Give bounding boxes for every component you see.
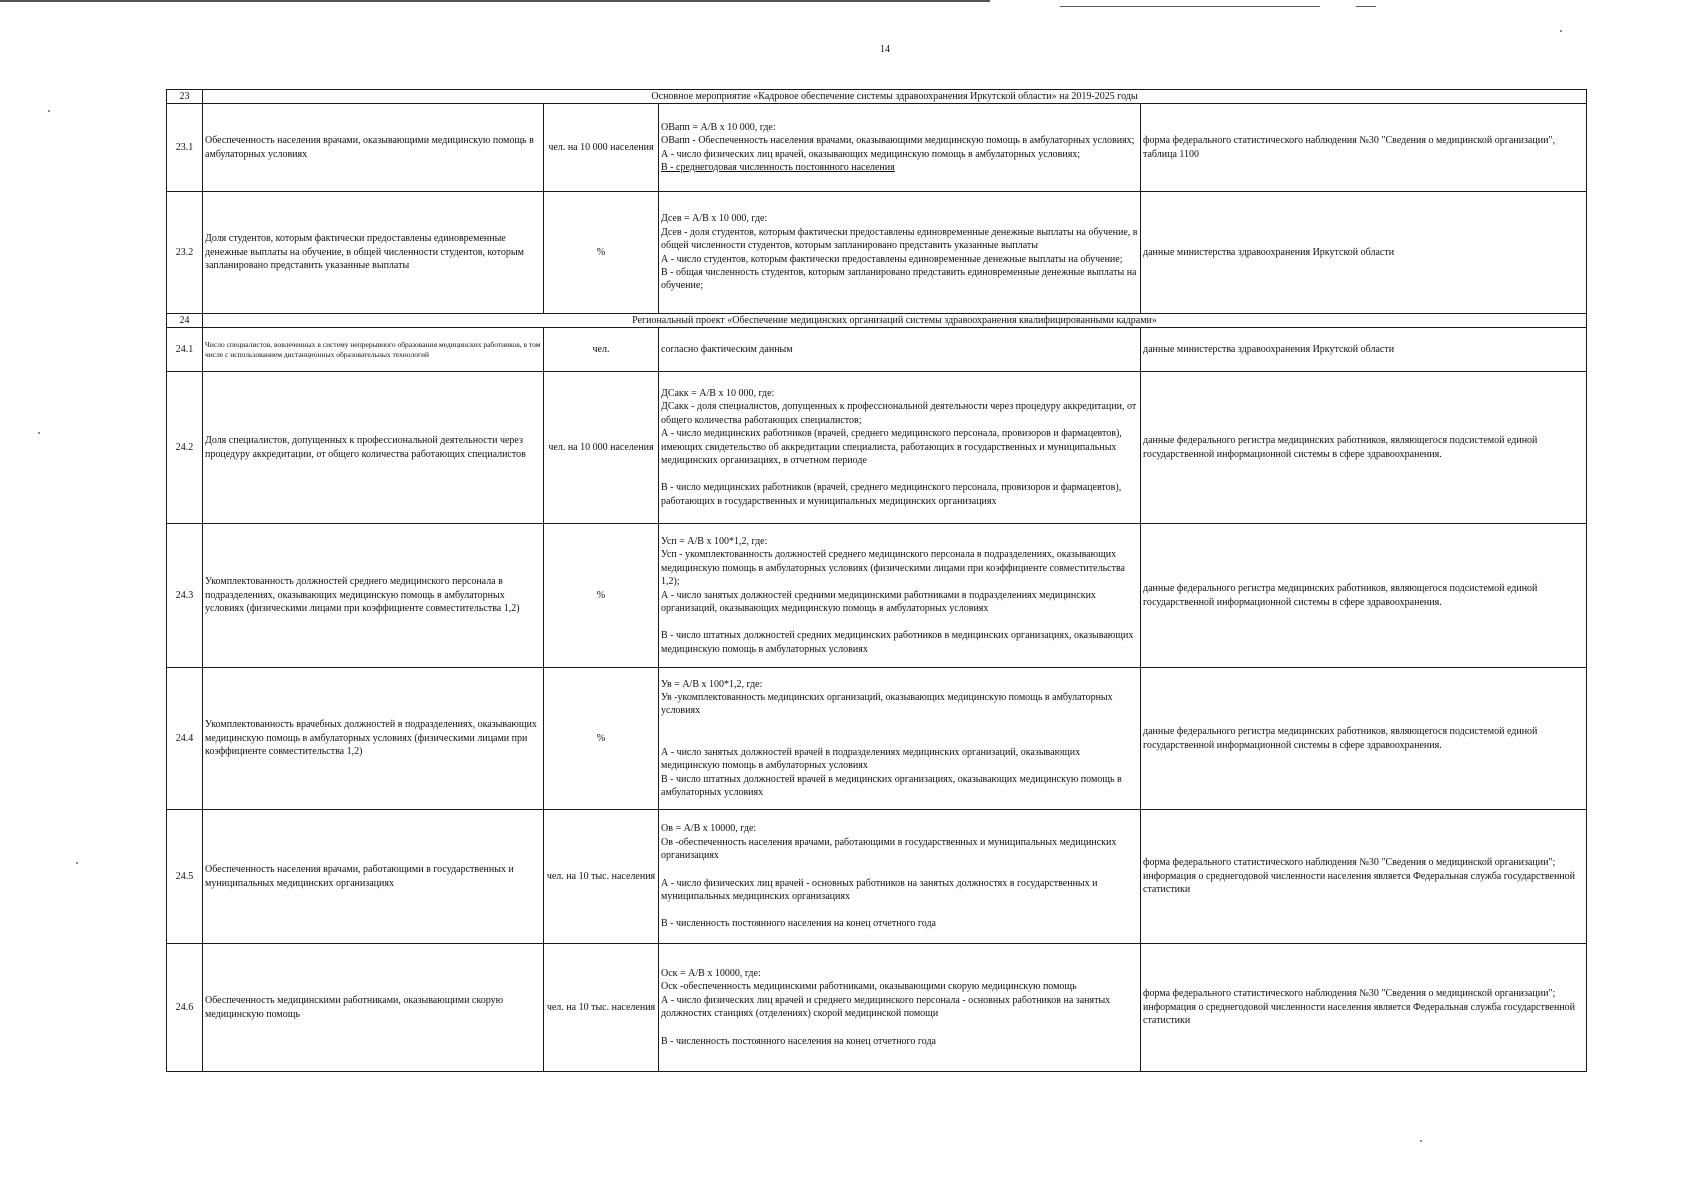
section-title: Региональный проект «Обеспечение медицинских организаций системы здравоохранения квалифицированными кадрами» — [203, 314, 1587, 328]
data-source: форма федерального статистического наблюдения №30 "Сведения о медицинской организации", таблица 1100 — [1141, 104, 1587, 192]
indicator-name: Число специалистов, вовлеченных в систему непрерывного образования медицинских работников, в том числе с использованием дистанционных образовательных технологий — [203, 328, 544, 372]
unit-of-measure: % — [544, 668, 659, 810]
data-source: данные федерального регистра медицинских работников, являющегося подсистемой единой государственной информационной системы в сфере здравоохранения. — [1141, 372, 1587, 524]
unit-of-measure: чел. — [544, 328, 659, 372]
section-title: Основное мероприятие «Кадровое обеспечение системы здравоохранения Иркутской области» на 2019-2025 годы — [203, 90, 1587, 104]
unit-of-measure: чел. на 10 000 населения — [544, 372, 659, 524]
calculation-method — [659, 944, 1141, 1072]
unit-of-measure: чел. на 10 тыс. населения — [544, 810, 659, 944]
table-row — [167, 372, 1587, 524]
unit-of-measure: % — [544, 524, 659, 668]
formula-line: Оск -обеспеченность медицинскими работниками, оказывающими скорую медицинскую помощь — [661, 981, 1077, 993]
scan-artifact-dot — [38, 432, 40, 434]
indicator-name: Укомплектованность должностей среднего медицинского персонала в подразделениях, оказывающих медицинскую помощь в амбулаторных условиях (физическими лицами при коэффициенте совместительства 1,2) — [203, 524, 544, 668]
table-row — [167, 328, 1587, 372]
unit-of-measure: чел. на 10 000 населения — [544, 104, 659, 192]
row-number: 24.5 — [167, 810, 203, 944]
data-source: данные федерального регистра медицинских работников, являющегося подсистемой единой государственной информационной системы в сфере здравоохранения. — [1141, 524, 1587, 668]
scan-artifact-dot — [48, 110, 50, 112]
formula-line: А - число медицинских работников (врачей, среднего медицинского персонала, провизоров и фармацевтов), имеющих свидетельство об аккредитации специалиста, работающих в государственных и муниципальных медицинских организациях, в отчетном периоде — [661, 428, 1122, 466]
calculation-method — [659, 524, 1141, 668]
calculation-method — [659, 810, 1141, 944]
section-number: 23 — [167, 90, 203, 104]
formula-line: В - среднегодовая численность постоянного населения — [661, 161, 895, 173]
row-number: 23.2 — [167, 192, 203, 314]
formula-line: Дсев = А/В х 10 000, где: — [661, 213, 768, 225]
page-number: 14 — [880, 44, 890, 55]
row-number: 24.2 — [167, 372, 203, 524]
scan-artifact-dot — [1420, 1140, 1422, 1142]
formula-line: Ов -обеспеченность населения врачами, работающими в государственных и муниципальных медицинских организациях — [661, 836, 1117, 862]
row-number: 24.1 — [167, 328, 203, 372]
formula-line: Ув = А/В х 100*1,2, где: — [661, 678, 763, 690]
indicator-name: Доля студентов, которым фактически предоставлены единовременные денежные выплаты на обучение, в общей численности студентов, которым запланировано представить указанные выплаты — [203, 192, 544, 314]
section-number: 24 — [167, 314, 203, 328]
formula-line: ДСакк = А/В х 10 000, где: — [661, 387, 775, 399]
indicator-name: Укомплектованность врачебных должностей в подразделениях, оказывающих медицинскую помощь в амбулаторных условиях (физическими лицами при коэффициенте совместительства 1,2) — [203, 668, 544, 810]
table-row — [167, 192, 1587, 314]
indicator-name: Обеспеченность медицинскими работниками, оказывающими скорую медицинскую помощь — [203, 944, 544, 1072]
data-source: форма федерального статистического наблюдения №30 "Сведения о медицинской организации"; информация о среднегодовой численности населения является Федеральная служба государственной статистики — [1141, 944, 1587, 1072]
data-source: данные министерства здравоохранения Иркутской области — [1141, 328, 1587, 372]
formula-line: А - число занятых должностей средними медицинскими работниками в подразделениях медицинских организаций, оказывающих медицинскую помощь в амбулаторных условиях — [661, 589, 1096, 614]
calculation-method — [659, 192, 1141, 314]
formula-line: ОВапп = А/В х 10 000, где: — [661, 121, 776, 133]
formula-line: А - число физических лиц врачей и среднего медицинского персонала - основных работников на занятых должностях станциях (отделениях) скорой медицинской помощи — [661, 994, 1111, 1020]
table-row — [167, 104, 1587, 192]
scan-artifact-dot — [76, 862, 78, 864]
scan-artifact-line — [1356, 6, 1376, 7]
indicator-name: Обеспеченность населения врачами, оказывающими медицинскую помощь в амбулаторных условиях — [203, 104, 544, 192]
formula-line: Дсев - доля студентов, которым фактически предоставлены единовременные денежные выплаты на обучение, в общей численности студентов, которым запланировано представить указанные выплаты — [661, 226, 1138, 252]
formula-line: А - число физических лиц врачей - основных работников на занятых должностях в государственных и муниципальных медицинских организациях — [661, 877, 1098, 902]
unit-of-measure: чел. на 10 тыс. населения — [544, 944, 659, 1072]
formula-line: Ов = А/В х 10000, где: — [661, 823, 757, 835]
row-number: 24.6 — [167, 944, 203, 1072]
formula-line: В - число штатных должностей врачей в медицинских организациях, оказывающих медицинскую помощь в амбулаторных условиях — [661, 773, 1122, 799]
scan-artifact-line — [0, 0, 990, 2]
table-row — [167, 524, 1587, 668]
formula-line: В - число медицинских работников (врачей, среднего медицинского персонала, провизоров и фармацевтов), работающих в государственных и муниципальных медицинских организациях — [661, 482, 1122, 507]
indicators-table — [166, 89, 1587, 1072]
unit-of-measure: % — [544, 192, 659, 314]
formula-line: Усп - укомплектованность должностей среднего медицинского персонала в подразделениях, оказывающих медицинскую помощь в амбулаторных условиях (физическими лицами при коэффициенте совместительства 1,2); — [661, 549, 1125, 588]
indicator-name: Обеспеченность населения врачами, работающими в государственных и муниципальных медицинских организациях — [203, 810, 544, 944]
data-source: данные министерства здравоохранения Иркутской области — [1141, 192, 1587, 314]
table-row — [167, 944, 1587, 1072]
calculation-method: согласно фактическим данным — [659, 328, 1141, 372]
table-row — [167, 668, 1587, 810]
scan-artifact-dot — [1560, 30, 1562, 32]
formula-line: А - число физических лиц врачей, оказывающих медицинскую помощь в амбулаторных условиях; — [661, 148, 1081, 160]
formula-line: В - общая численность студентов, которым запланировано представить единовременные денежные выплаты на обучение; — [661, 266, 1137, 292]
formula-line: В - численность постоянного населения на конец отчетного года — [661, 1035, 936, 1047]
formula-line: ДСакк - доля специалистов, допущенных к профессиональной деятельности через процедуру аккредитации, от общего количества работающих специалистов; — [661, 401, 1137, 426]
section-row-23 — [167, 90, 1587, 104]
section-row-24 — [167, 314, 1587, 328]
row-number: 24.4 — [167, 668, 203, 810]
row-number: 24.3 — [167, 524, 203, 668]
formula-line: А - число студентов, которым фактически предоставлены единовременные денежные выплаты на обучение; — [661, 253, 1123, 265]
scan-artifact-line — [1060, 6, 1320, 7]
data-source: форма федерального статистического наблюдения №30 "Сведения о медицинской организации"; информация о среднегодовой численности населения является Федеральная служба государственной статистики — [1141, 810, 1587, 944]
calculation-method — [659, 104, 1141, 192]
formula-line: В - число штатных должностей средних медицинских работников в медицинских организациях, оказывающих медицинскую помощь в амбулаторных условиях — [661, 630, 1134, 655]
formula-line: Оск = А/В х 10000, где: — [661, 967, 761, 979]
formula-line: Усп = А/В х 100*1,2, где: — [661, 535, 768, 547]
formula-line: В - численность постоянного населения на конец отчетного года — [661, 918, 936, 930]
row-number: 23.1 — [167, 104, 203, 192]
indicator-name: Доля специалистов, допущенных к профессиональной деятельности через процедуру аккредитации, от общего количества работающих специалистов — [203, 372, 544, 524]
table-row — [167, 810, 1587, 944]
data-source: данные федерального регистра медицинских работников, являющегося подсистемой единой государственной информационной системы в сфере здравоохранения. — [1141, 668, 1587, 810]
formula-line: А - число занятых должностей врачей в подразделениях медицинских организаций, оказывающих медицинскую помощь в амбулаторных условиях — [661, 746, 1081, 772]
calculation-method — [659, 372, 1141, 524]
calculation-method — [659, 668, 1141, 810]
formula-line: Ув -укомплектованность медицинских организаций, оказывающих медицинскую помощь в амбулаторных условиях — [661, 691, 1113, 717]
formula-line: ОВапп - Обеспеченность населения врачами, оказывающими медицинскую помощь в амбулаторных условиях; — [661, 135, 1135, 147]
